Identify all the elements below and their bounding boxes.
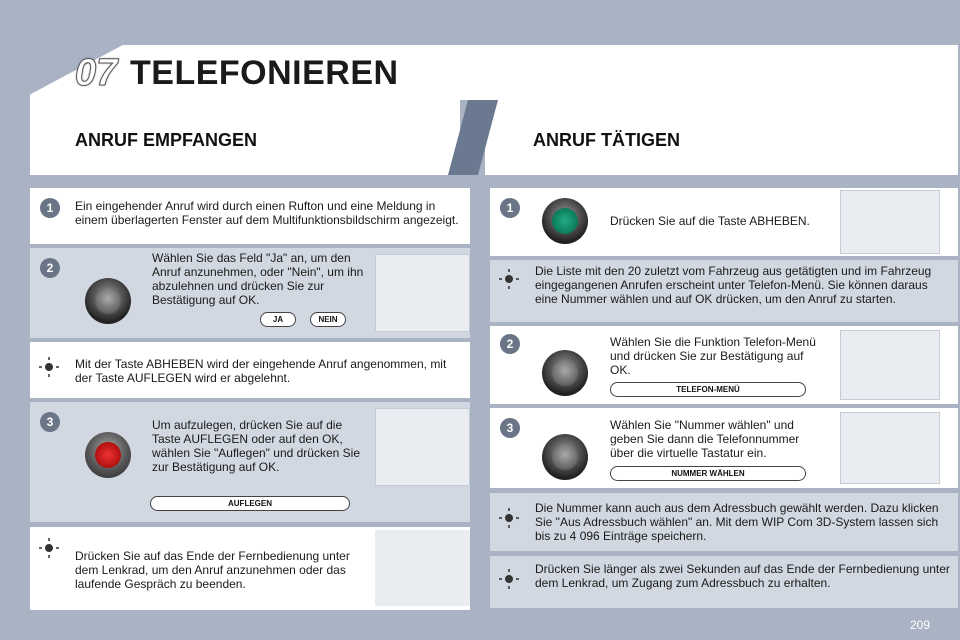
dial-number-button[interactable]: NUMMER WÄHLEN <box>610 466 806 481</box>
radio-unit-icon <box>375 254 470 332</box>
make-tip2-panel <box>490 493 958 551</box>
yes-button[interactable]: JA <box>260 312 296 327</box>
radio-unit-icon <box>840 190 940 254</box>
receive-tip1-panel <box>30 342 470 398</box>
make-tip1-panel <box>490 260 958 322</box>
make-step3-panel <box>490 408 958 488</box>
step-text: Um aufzulegen, drücken Sie auf die Taste AUFLEGEN oder auf den OK, wählen Sie "Auflegen" und drücken Sie zur Bestätigung auf OK. <box>152 418 360 474</box>
chapter-title: TELEFONIEREN <box>130 54 399 92</box>
make-step1-panel <box>490 188 958 256</box>
step-number: 3 <box>500 418 520 438</box>
section-title-receive: ANRUF EMPFANGEN <box>75 130 258 150</box>
section-title-make: ANRUF TÄTIGEN <box>533 130 680 150</box>
tip-text: Die Nummer kann auch aus dem Adressbuch gewählt werden. Dazu klicken Sie "Aus Adressbuch wählen" an. Mit dem WIP Com 3D-System lassen sich bis zu 4 096 Einträge speichern. <box>535 501 939 543</box>
control-knob-icon <box>542 350 588 396</box>
no-button[interactable]: NEIN <box>310 312 346 327</box>
tip-text: Mit der Taste ABHEBEN wird der eingehende Anruf angenommen, mit der Taste AUFLEGEN wird er abgelehnt. <box>75 357 447 385</box>
step-number: 3 <box>40 412 60 432</box>
step-number: 1 <box>500 198 520 218</box>
steering-remote-icon <box>375 530 470 606</box>
control-knob-icon <box>542 434 588 480</box>
info-sun-icon <box>498 507 520 529</box>
hangup-button[interactable]: AUFLEGEN <box>150 496 350 511</box>
radio-unit-icon <box>840 412 940 484</box>
step-number: 2 <box>40 258 60 278</box>
step-text: Ein eingehender Anruf wird durch einen Rufton und eine Meldung in einem überlagerten Fenster auf dem Multifunktionsbildschirm angezeigt. <box>75 199 459 227</box>
step-text: Wählen Sie "Nummer wählen" und geben Sie dann die Telefonnummer über die virtuelle Tastatur ein. <box>610 418 800 460</box>
hangup-key-icon <box>85 432 131 478</box>
page-number: 209 <box>909 618 930 632</box>
radio-unit-icon <box>840 330 940 400</box>
receive-step3-panel <box>30 402 470 522</box>
tip-text: Drücken Sie auf das Ende der Fernbedienung unter dem Lenkrad, um den Anruf anzunehmen oder das laufende Gespräch zu beenden. <box>75 549 350 591</box>
step-number: 2 <box>500 334 520 354</box>
make-tip3-panel <box>490 556 958 608</box>
step-number: 1 <box>40 198 60 218</box>
receive-tip2-panel <box>30 527 470 610</box>
control-knob-icon <box>85 278 131 324</box>
info-sun-icon <box>498 568 520 590</box>
tip-text: Drücken Sie länger als zwei Sekunden auf das Ende der Fernbedienung unter dem Lenkrad, um Zugang zum Adressbuch zu erhalten. <box>535 562 950 590</box>
step-text: Wählen Sie das Feld "Ja" an, um den Anruf anzunehmen, oder "Nein", um ihn abzulehnen und drücken Sie zur Bestätigung auf OK. <box>152 251 364 307</box>
receive-step1-panel <box>30 188 470 244</box>
make-step2-panel <box>490 326 958 404</box>
receive-step2-panel <box>30 248 470 338</box>
info-sun-icon <box>38 537 60 559</box>
step-text: Wählen Sie die Funktion Telefon-Menü und drücken Sie zur Bestätigung auf OK. <box>610 335 816 377</box>
chapter-number: 07 <box>75 52 118 94</box>
pickup-key-icon <box>542 198 588 244</box>
info-sun-icon <box>498 268 520 290</box>
info-sun-icon <box>38 356 60 378</box>
radio-unit-icon <box>375 408 470 486</box>
step-text: Drücken Sie auf die Taste ABHEBEN. <box>610 214 810 228</box>
phone-menu-button[interactable]: TELEFON-MENÜ <box>610 382 806 397</box>
tip-text: Die Liste mit den 20 zuletzt vom Fahrzeug aus getätigten und im Fahrzeug eingegangenen Anrufen erscheint unter Telefon-Menü. Sie können daraus eine Nummer wählen und auf OK drücken, um den Anruf zu starten. <box>535 264 932 306</box>
